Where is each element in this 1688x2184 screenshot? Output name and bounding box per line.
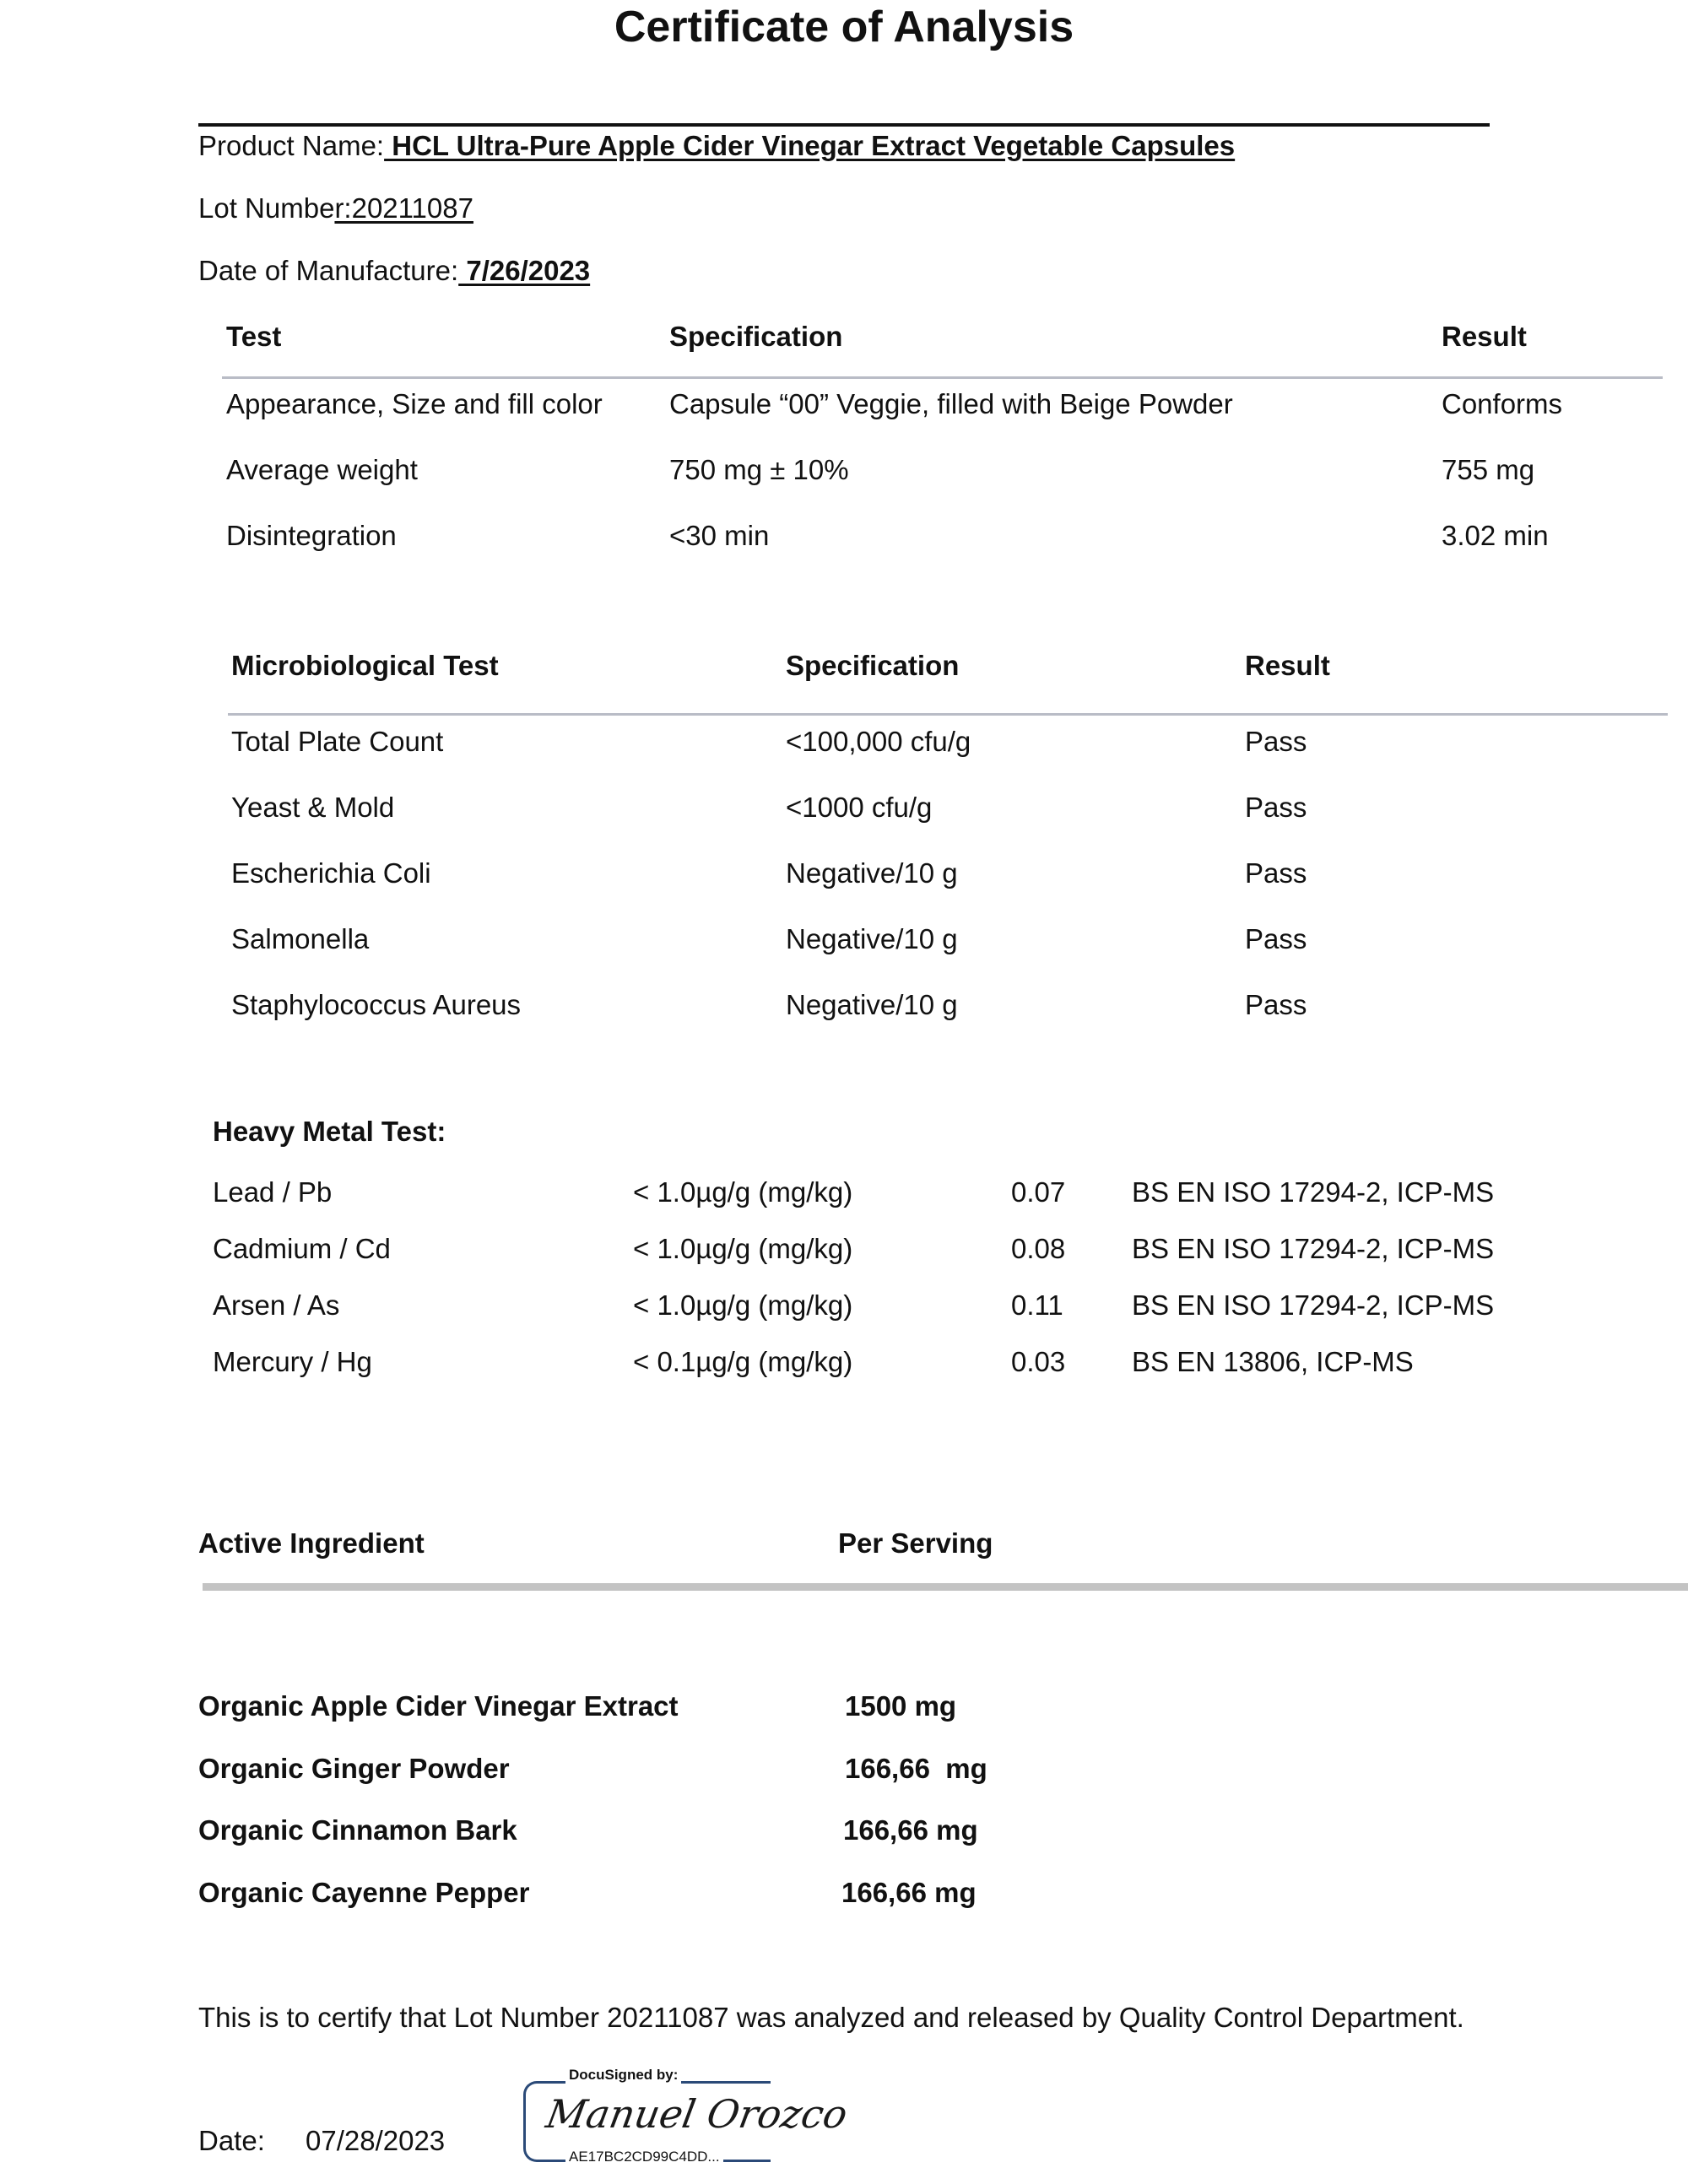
physical-row-spec: 750 mg ± 10% (669, 454, 849, 485)
product-name-label: Product Name: (198, 130, 385, 161)
handwritten-signature: Manuel Orozco (543, 2091, 852, 2137)
physical-row-spec: <30 min (669, 520, 770, 551)
micro-row-result: Pass (1245, 989, 1307, 1020)
ingredient-row-name: Organic Cayenne Pepper (198, 1877, 530, 1908)
physical-row-spec: Capsule “00” Veggie, filled with Beige Powder (669, 388, 1233, 419)
top-divider (198, 123, 1490, 127)
micro-row-spec: <100,000 cfu/g (786, 726, 971, 757)
physical-row-test: Average weight (226, 454, 418, 485)
micro-row-spec: <1000 cfu/g (786, 792, 933, 823)
docusign-label: DocuSigned by: (565, 2067, 681, 2084)
metal-row-name: Lead / Pb (213, 1176, 333, 1208)
micro-row-result: Pass (1245, 857, 1307, 889)
physical-row-result: 3.02 min (1442, 520, 1549, 551)
metal-row-limit: < 0.1µg/g (mg/kg) (633, 1346, 853, 1377)
product-name-value: HCL Ultra-Pure Apple Cider Vinegar Extract Vegetable Capsules (384, 130, 1236, 161)
physical-header-result: Result (1442, 321, 1527, 352)
ingredient-row-amount: 1500 mg (845, 1690, 957, 1722)
micro-row-test: Total Plate Count (231, 726, 444, 757)
micro-row-test: Salmonella (231, 923, 370, 954)
lot-number-value: r:20211087 (334, 192, 473, 224)
micro-row-spec: Negative/10 g (786, 923, 958, 954)
manufacture-date-label: Date of Manufacture: (198, 255, 459, 286)
metal-row-value: 0.03 (1011, 1346, 1066, 1377)
ingredient-header-serving: Per Serving (838, 1527, 993, 1559)
metal-row-name: Arsen / As (213, 1289, 340, 1321)
ingredient-row-name: Organic Cinnamon Bark (198, 1814, 517, 1846)
metal-row-method: BS EN ISO 17294-2, ICP-MS (1132, 1176, 1495, 1208)
ingredient-header-divider (203, 1583, 1688, 1591)
micro-header-result: Result (1245, 650, 1330, 681)
physical-row-result: 755 mg (1442, 454, 1535, 485)
micro-header-test: Microbiological Test (231, 650, 499, 681)
micro-row-test: Staphylococcus Aureus (231, 989, 522, 1020)
physical-header-test: Test (226, 321, 282, 352)
metal-row-value: 0.07 (1011, 1176, 1066, 1208)
metal-row-name: Cadmium / Cd (213, 1233, 391, 1264)
physical-header-divider (222, 376, 1663, 379)
metal-row-value: 0.11 (1011, 1289, 1063, 1321)
ingredient-row-name: Organic Ginger Powder (198, 1753, 510, 1784)
lot-number-label: Lot Numbe (198, 192, 335, 224)
micro-row-result: Pass (1245, 923, 1307, 954)
ingredient-row-name: Organic Apple Cider Vinegar Extract (198, 1690, 679, 1722)
metal-row-method: BS EN 13806, ICP-MS (1132, 1346, 1414, 1377)
manufacture-date-row (198, 255, 590, 287)
micro-row-test: Escherichia Coli (231, 857, 431, 889)
ingredient-header-name: Active Ingredient (198, 1527, 425, 1559)
physical-header-spec: Specification (669, 321, 843, 352)
metal-row-method: BS EN ISO 17294-2, ICP-MS (1132, 1233, 1495, 1264)
docusign-envelope-id: AE17BC2CD99C4DD... (565, 2149, 723, 2165)
micro-row-spec: Negative/10 g (786, 857, 958, 889)
signature-date-label: Date: (198, 2125, 265, 2156)
physical-row-result: Conforms (1442, 388, 1563, 419)
micro-row-test: Yeast & Mold (231, 792, 395, 823)
ingredient-row-amount: 166,66 mg (845, 1753, 987, 1784)
manufacture-date-value: 7/26/2023 (458, 255, 591, 286)
metal-row-value: 0.08 (1011, 1233, 1066, 1264)
physical-row-test: Appearance, Size and fill color (226, 388, 603, 419)
metal-row-name: Mercury / Hg (213, 1346, 372, 1377)
micro-row-spec: Negative/10 g (786, 989, 958, 1020)
product-name-row (198, 130, 1235, 162)
document-title: Certificate of Analysis (614, 3, 1074, 51)
ingredient-row-amount: 166,66 mg (843, 1814, 978, 1846)
metal-row-limit: < 1.0µg/g (mg/kg) (633, 1233, 853, 1264)
lot-number-row (198, 192, 473, 224)
micro-header-divider (228, 713, 1668, 716)
micro-header-spec: Specification (786, 650, 960, 681)
micro-row-result: Pass (1245, 792, 1307, 823)
certification-statement: This is to certify that Lot Number 20211087 was analyzed and released by Quality Control Department. (198, 2002, 1464, 2033)
metal-row-limit: < 1.0µg/g (mg/kg) (633, 1289, 853, 1321)
physical-row-test: Disintegration (226, 520, 397, 551)
heavy-metal-heading: Heavy Metal Test: (213, 1116, 446, 1147)
ingredient-row-amount: 166,66 mg (841, 1877, 977, 1908)
signature-date-value: 07/28/2023 (306, 2125, 446, 2156)
metal-row-limit: < 1.0µg/g (mg/kg) (633, 1176, 853, 1208)
metal-row-method: BS EN ISO 17294-2, ICP-MS (1132, 1289, 1495, 1321)
micro-row-result: Pass (1245, 726, 1307, 757)
